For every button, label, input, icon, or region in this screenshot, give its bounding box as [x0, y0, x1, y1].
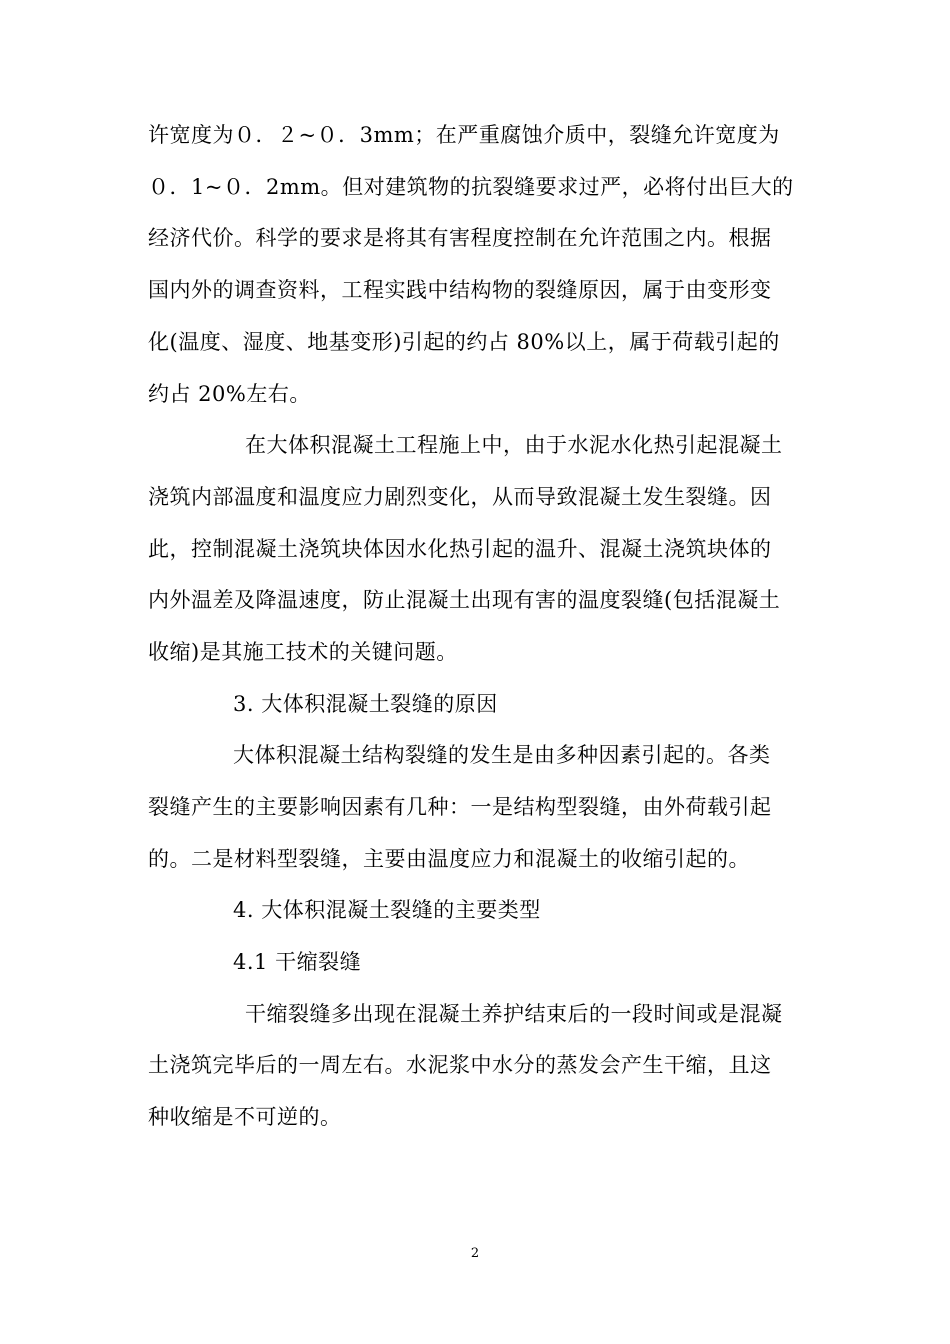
- text-line: 大体积混凝土结构裂缝的发生是由多种因素引起的。各类: [233, 743, 771, 767]
- text-line: 收缩)是其施工技术的关键问题。: [148, 640, 458, 664]
- text-line: 国内外的调查资料，工程实践中结构物的裂缝原因，属于由变形变: [148, 278, 772, 302]
- text-line: 种收缩是不可逆的。: [148, 1105, 342, 1129]
- text-line: 约占 20%左右。: [148, 382, 311, 406]
- text-line: 的。二是材料型裂缝，主要由温度应力和混凝土的收缩引起的。: [148, 847, 750, 871]
- section-heading: 4. 大体积混凝土裂缝的主要类型: [233, 898, 541, 922]
- subsection-heading: 4.1 干缩裂缝: [233, 950, 362, 974]
- text-line: 土浇筑完毕后的一周左右。水泥浆中水分的蒸发会产生干缩，且这: [148, 1053, 772, 1077]
- text-line: 内外温差及降温速度，防止混凝土出现有害的温度裂缝(包括混凝土: [148, 588, 781, 612]
- text-line: 在大体积混凝土工程施上中，由于水泥水化热引起混凝土: [245, 433, 783, 457]
- text-line: 许宽度为０．２~０．3mm；在严重腐蚀介质中，裂缝允许宽度为: [148, 123, 780, 147]
- text-line: 裂缝产生的主要影响因素有几种：一是结构型裂缝，由外荷载引起: [148, 795, 772, 819]
- text-line: 此，控制混凝土浇筑块体因水化热引起的温升、混凝土浇筑块体的: [148, 537, 772, 561]
- text-line: 干缩裂缝多出现在混凝土养护结束后的一段时间或是混凝: [245, 1002, 783, 1026]
- text-line: 化(温度、湿度、地基变形)引起的约占 80%以上，属于荷载引起的: [148, 330, 780, 354]
- page-number: 2: [470, 1246, 480, 1261]
- text-line: ０．1~０．2mm。但对建筑物的抗裂缝要求过严，必将付出巨大的: [148, 175, 794, 199]
- text-line: 浇筑内部温度和温度应力剧烈变化，从而导致混凝土发生裂缝。因: [148, 485, 772, 509]
- text-line: 经济代价。科学的要求是将其有害程度控制在允许范围之内。根据: [148, 226, 772, 250]
- section-heading: 3. 大体积混凝土裂缝的原因: [233, 692, 498, 716]
